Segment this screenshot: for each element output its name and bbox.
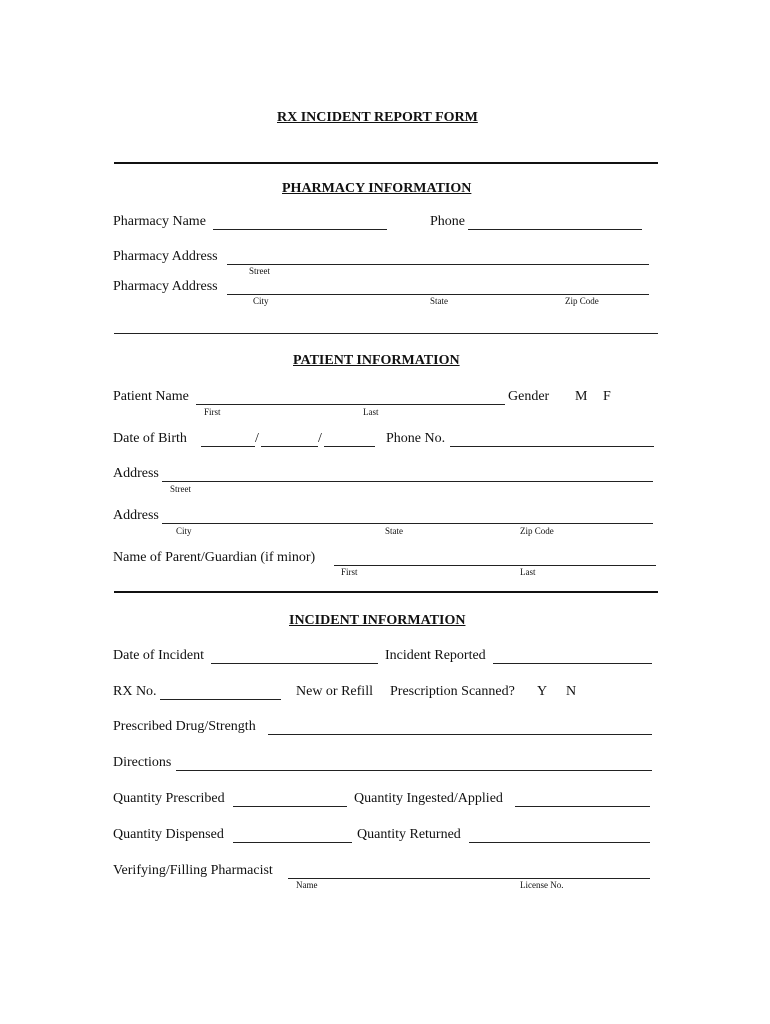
- quantity-prescribed-field[interactable]: [233, 806, 347, 807]
- patient-name-label: Patient Name: [113, 389, 189, 404]
- zip-code-hint: Zip Code: [520, 526, 554, 536]
- patient-phone-field[interactable]: [450, 446, 654, 447]
- directions-field[interactable]: [176, 770, 652, 771]
- new-or-refill-label: New or Refill: [296, 684, 373, 699]
- first-name-hint: First: [204, 407, 221, 417]
- form-title: RX INCIDENT REPORT FORM: [277, 110, 478, 125]
- last-name-hint: Last: [520, 567, 536, 577]
- pharmacy-phone-label: Phone: [430, 214, 465, 229]
- patient-address-label: Address: [113, 466, 159, 481]
- first-name-hint: First: [341, 567, 358, 577]
- dob-separator: /: [318, 431, 322, 446]
- drug-strength-label: Prescribed Drug/Strength: [113, 719, 256, 734]
- patient-street-field[interactable]: [162, 481, 653, 482]
- pharmacist-name-hint: Name: [296, 880, 318, 890]
- state-hint: State: [385, 526, 403, 536]
- patient-section-heading: PATIENT INFORMATION: [293, 353, 460, 368]
- incident-date-label: Date of Incident: [113, 648, 204, 663]
- quantity-returned-label: Quantity Returned: [357, 827, 461, 842]
- city-hint: City: [176, 526, 192, 536]
- rx-number-field[interactable]: [160, 699, 281, 700]
- dob-year-field[interactable]: [324, 446, 375, 447]
- gender-f-option[interactable]: F: [603, 389, 611, 404]
- last-name-hint: Last: [363, 407, 379, 417]
- drug-strength-field[interactable]: [268, 734, 652, 735]
- incident-reported-label: Incident Reported: [385, 648, 486, 663]
- license-number-hint: License No.: [520, 880, 564, 890]
- gender-label: Gender: [508, 389, 550, 404]
- guardian-name-field[interactable]: [334, 565, 656, 566]
- guardian-label: Name of Parent/Guardian (if minor): [113, 550, 316, 565]
- state-hint: State: [430, 296, 448, 306]
- pharmacy-section-heading: PHARMACY INFORMATION: [282, 181, 472, 196]
- patient-city-state-zip-field[interactable]: [162, 523, 653, 524]
- pharmacy-name-field[interactable]: [213, 229, 387, 230]
- pharmacist-field[interactable]: [288, 878, 650, 879]
- street-hint: Street: [170, 484, 191, 494]
- section-divider: [114, 591, 658, 593]
- street-hint: Street: [249, 266, 270, 276]
- zip-code-hint: Zip Code: [565, 296, 599, 306]
- scanned-yes-option[interactable]: Y: [537, 684, 548, 699]
- pharmacy-city-state-zip-field[interactable]: [227, 294, 649, 295]
- dob-month-field[interactable]: [201, 446, 255, 447]
- dob-label: Date of Birth: [113, 431, 187, 446]
- quantity-ingested-field[interactable]: [515, 806, 650, 807]
- quantity-returned-field[interactable]: [469, 842, 650, 843]
- prescription-scanned-label: Prescription Scanned?: [390, 684, 515, 699]
- pharmacy-phone-field[interactable]: [468, 229, 642, 230]
- gender-m-option[interactable]: M: [575, 389, 588, 404]
- pharmacist-label: Verifying/Filling Pharmacist: [113, 863, 273, 878]
- rx-number-label: RX No.: [113, 684, 157, 699]
- dob-day-field[interactable]: [261, 446, 318, 447]
- quantity-dispensed-field[interactable]: [233, 842, 352, 843]
- city-hint: City: [253, 296, 269, 306]
- directions-label: Directions: [113, 755, 172, 770]
- incident-reported-field[interactable]: [493, 663, 652, 664]
- scanned-no-option[interactable]: N: [566, 684, 577, 699]
- section-divider: [114, 162, 658, 164]
- incident-section-heading: INCIDENT INFORMATION: [289, 613, 466, 628]
- quantity-ingested-label: Quantity Ingested/Applied: [354, 791, 503, 806]
- dob-separator: /: [255, 431, 259, 446]
- patient-phone-label: Phone No.: [386, 431, 446, 446]
- patient-name-field[interactable]: [196, 404, 505, 405]
- section-divider: [114, 333, 658, 334]
- pharmacy-address-label: Pharmacy Address: [113, 249, 218, 264]
- pharmacy-address2-label: Pharmacy Address: [113, 279, 218, 294]
- quantity-dispensed-label: Quantity Dispensed: [113, 827, 224, 842]
- quantity-prescribed-label: Quantity Prescribed: [113, 791, 225, 806]
- pharmacy-street-field[interactable]: [227, 264, 649, 265]
- pharmacy-name-label: Pharmacy Name: [113, 214, 206, 229]
- incident-date-field[interactable]: [211, 663, 378, 664]
- patient-address2-label: Address: [113, 508, 159, 523]
